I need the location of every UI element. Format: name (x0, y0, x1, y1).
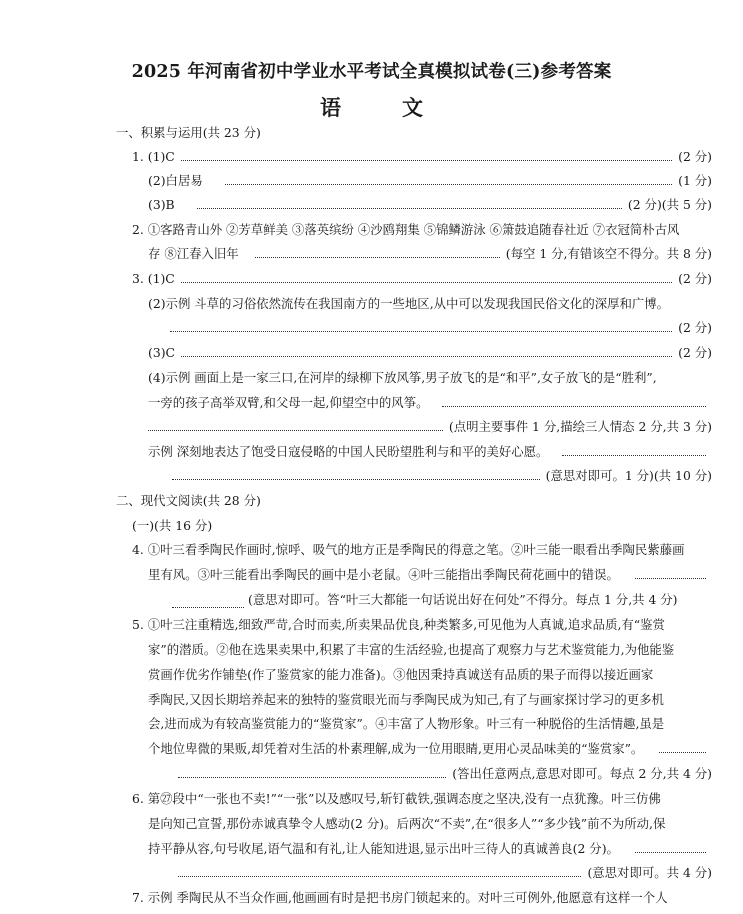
leader-dots (442, 406, 706, 407)
answer-text: 会,进而成为有较高鉴赏能力的“鉴赏家”。④丰富了人物形象。叶三有一种脱俗的生活情趣,虽是 (148, 716, 665, 731)
leader-dots (181, 160, 672, 161)
answer-line (148, 741, 712, 757)
subject-title: 语 文 (320, 95, 443, 120)
answer-text: 家”的潜质。②他在选果卖果中,积累了丰富的生活经验,也提高了观察力与艺术鉴赏能力,为他能鉴 (148, 642, 675, 657)
leader-dots (562, 455, 706, 456)
answer-label: (2)白居易 (148, 173, 203, 188)
answer-line (148, 567, 712, 583)
score: (1 分) (678, 173, 712, 188)
answer-line (172, 592, 712, 608)
section-heading: 二、现代文阅读(共 28 分) (116, 493, 261, 508)
score: (意思对即可。共 4 分) (587, 865, 712, 880)
leader-dots (172, 479, 540, 480)
answer-label: 1. (1)C (132, 149, 175, 164)
score: (2 分) (678, 271, 712, 286)
answer-line (148, 841, 712, 857)
leader-dots (255, 257, 500, 258)
answer-line (148, 419, 712, 435)
answer-text: 5. ①叶三注重精选,细致严苛,合时而卖,所卖果品优良,种类繁多,可见他为人真诚,追求品质,有“鉴赏 (132, 617, 665, 632)
leader-dots (178, 876, 581, 877)
score: (2 分) (678, 345, 712, 360)
leader-dots (225, 184, 672, 185)
answer-text: 持平静从容,句号收尾,语气温和有礼,让人能知进退,显示出叶三待人的真诚善良(2 分)。 (148, 841, 619, 856)
answer-label: (3)B (148, 197, 175, 212)
leader-dots (170, 331, 672, 332)
answer-line (148, 345, 712, 361)
answer-text: 里有风。③叶三能看出季陶民的画中是小老鼠。④叶三能指出季陶民荷花画中的错误。 (148, 567, 619, 582)
score: (意思对即可。答“叶三大都能一句话说出好在何处”不得分。每点 1 分,共 4 分) (248, 592, 678, 607)
answer-text: 赏画作优劣作铺垫(作了鉴赏家的能力准备)。③他因秉持真诚送有品质的果子而得以接近画家 (148, 667, 654, 682)
score: (2 分)(共 5 分) (627, 197, 712, 212)
answer-line (148, 173, 712, 189)
answer-text: (2)示例 斗草的习俗依然流传在我国南方的一些地区,从中可以发现我国民俗文化的深厚和广博。 (148, 296, 670, 311)
score: (2 分) (678, 320, 712, 335)
leader-dots (181, 282, 672, 283)
answer-line (178, 865, 712, 881)
score: (点明主要事件 1 分,描绘三人情态 2 分,共 3 分) (448, 419, 712, 434)
answer-line (148, 444, 712, 460)
section-heading: 一、积累与运用(共 23 分) (116, 125, 261, 140)
answer-text: 2. ①客路青山外 ②芳草鲜美 ③落英缤纷 ④沙鸥翔集 ⑤锦鳞游泳 ⑥箫鼓追随春社近 ⑦衣冠简朴古风 (132, 222, 680, 237)
leader-dots (635, 852, 706, 853)
score: (意思对即可。1 分)(共 10 分) (545, 468, 712, 483)
answer-line (148, 246, 712, 262)
answer-line (172, 468, 712, 484)
answer-text: 是向知己宣誓,那份赤诚真挚令人感动(2 分)。后两次“不卖”,在“很多人”“多少钱”前不为所动,保 (148, 816, 666, 831)
answer-text: 存 ⑧江春入旧年 (148, 246, 239, 261)
score: (答出任意两点,意思对即可。每点 2 分,共 4 分) (452, 766, 712, 781)
page-title: 2025 年河南省初中学业水平考试全真模拟试卷(三)参考答案 (131, 62, 612, 82)
answer-line (170, 320, 712, 336)
subsection-heading: (一)(共 16 分) (132, 518, 213, 533)
answer-text: 7. 示例 季陶民从不当众作画,他画画有时是把书房门锁起来的。对叶三可例外,他愿意有这样一个人 (132, 890, 668, 905)
answer-text: 季陶民,又因长期培养起来的独特的鉴赏眼光而与季陶民成为知己,有了与画家探讨学习的更多机 (148, 692, 664, 707)
leader-dots (148, 430, 443, 431)
leader-dots (172, 596, 244, 608)
answer-line (148, 395, 712, 411)
answer-line (132, 149, 712, 165)
answer-text: 6. 第㉗段中“一张也不卖!”“一张”以及感叹号,斩钉截铁,强调态度之坚决,没有一点犹豫。叶三仿佛 (132, 791, 661, 806)
leader-dots (178, 777, 446, 778)
answer-label: 3. (1)C (132, 271, 175, 286)
answer-line (132, 271, 712, 287)
score: (每空 1 分,有错该空不得分。共 8 分) (505, 246, 712, 261)
answer-line (148, 197, 712, 213)
answer-text: 4. ①叶三看季陶民作画时,惊呼、吸气的地方正是季陶民的得意之笔。②叶三能一眼看出季陶民紫藤画 (132, 542, 685, 557)
answer-text: (4)示例 画面上是一家三口,在河岸的绿柳下放风筝,男子放飞的是“和平”,女子放飞的是“胜利”, (148, 370, 657, 385)
leader-dots (197, 208, 622, 209)
answer-label: (3)C (148, 345, 176, 360)
answer-line (178, 766, 712, 782)
answer-text: 个地位卑微的果贩,却凭着对生活的朴素理解,成为一位用眼睛,更用心灵品味美的“鉴赏家”。 (148, 741, 644, 756)
leader-dots (659, 752, 706, 753)
leader-dots (635, 578, 706, 579)
answer-text: 一旁的孩子高举双臂,和父母一起,仰望空中的风筝。 (148, 395, 429, 410)
answer-text: 示例 深刻地表达了饱受日寇侵略的中国人民盼望胜利与和平的美好心愿。 (148, 444, 549, 459)
score: (2 分) (678, 149, 712, 164)
leader-dots (181, 356, 672, 357)
